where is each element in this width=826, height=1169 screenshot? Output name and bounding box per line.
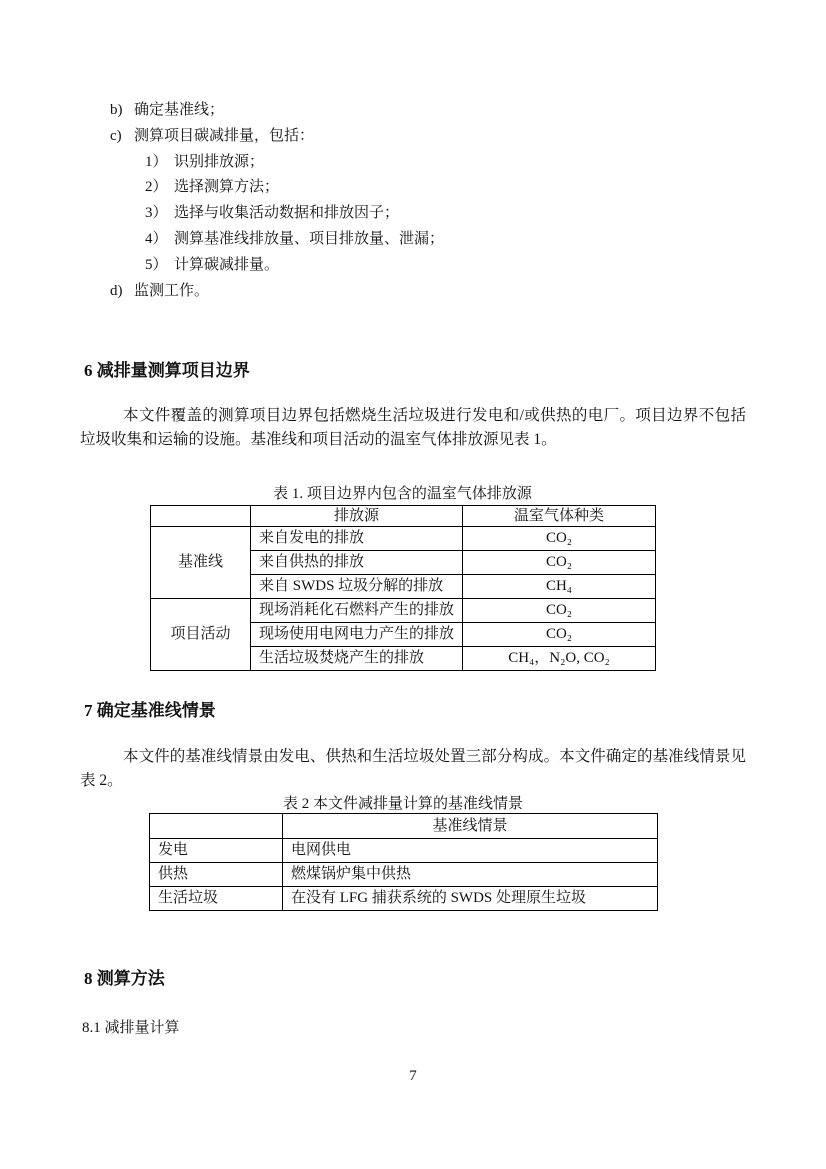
table-1-caption: 表 1. 项目边界内包含的温室气体排放源 — [273, 486, 532, 502]
table-row — [150, 863, 658, 887]
list-item-label: 5） — [145, 256, 168, 273]
list-item-text: 选择测算方法； — [174, 179, 280, 196]
gas-type-cell: CH₄，N₂O, CO₂ — [463, 647, 656, 671]
list-item — [110, 98, 444, 124]
list-item-text: 计算碳减排量。 — [174, 256, 280, 273]
table-row — [151, 599, 656, 623]
gas-type-cell: CH₄ — [463, 575, 656, 599]
table-2-header-cell: 基准线情景 — [283, 814, 658, 839]
list-item — [145, 227, 444, 253]
baseline-scenario-cell: 燃煤锅炉集中供热 — [283, 863, 658, 887]
section-7-heading: 7 确定基准线情景 — [84, 701, 216, 720]
emission-source-cell: 现场消耗化石燃料产生的排放 — [251, 599, 463, 623]
row-group-label: 基准线 — [151, 527, 251, 599]
baseline-scenario-cell: 在没有 LFG 捕获系统的 SWDS 处理原生垃圾 — [283, 887, 658, 911]
list-item-text: 测算项目碳减排量，包括： — [134, 127, 315, 144]
table-1-header-cell — [151, 506, 251, 527]
table-2-caption: 表 2 本文件减排量计算的基准线情景 — [282, 796, 523, 812]
list-item — [110, 124, 444, 150]
table-row — [151, 527, 656, 551]
page-number: 7 — [409, 1068, 417, 1084]
section-6-paragraph: 本文件覆盖的测算项目边界包括燃烧生活垃圾进行发电和/或供热的电厂。项目边界不包括垃圾收集和运输的设施。基准线和项目活动的温室气体排放源见表 1。 — [80, 407, 746, 448]
table-1 — [150, 505, 656, 671]
list-item — [145, 150, 444, 176]
baseline-item-cell: 生活垃圾 — [150, 887, 283, 911]
list-item — [145, 201, 444, 227]
table-1-header-cell: 温室气体种类 — [463, 506, 656, 527]
gas-type-cell: CO₂ — [463, 551, 656, 575]
emission-source-cell: 来自 SWDS 垃圾分解的排放 — [251, 575, 463, 599]
gas-type-cell: CO₂ — [463, 623, 656, 647]
table-1-header-cell: 排放源 — [251, 506, 463, 527]
list-item-label: d) — [110, 282, 123, 299]
list-item-text: 监测工作。 — [134, 282, 210, 299]
table-2-header-cell — [150, 814, 283, 839]
table-2-header-row — [150, 814, 658, 839]
list-item-text: 识别排放源； — [174, 153, 265, 170]
list-item-text: 测算基准线排放量、项目排放量、泄漏； — [174, 230, 445, 247]
emission-source-cell: 现场使用电网电力产生的排放 — [251, 623, 463, 647]
list-item — [145, 175, 444, 201]
list-item-text: 选择与收集活动数据和排放因子； — [174, 205, 400, 222]
table-1-header-row — [151, 506, 656, 527]
section-6-heading: 6 减排量测算项目边界 — [84, 361, 250, 380]
gas-type-cell: CO₂ — [463, 599, 656, 623]
baseline-item-cell: 发电 — [150, 839, 283, 863]
emission-source-cell: 生活垃圾焚烧产生的排放 — [251, 647, 463, 671]
procedure-list — [110, 98, 444, 304]
table-row — [150, 887, 658, 911]
list-item-label: 4） — [145, 230, 168, 247]
gas-type-cell: CO₂ — [463, 527, 656, 551]
section-8-1-subheading: 8.1 减排量计算 — [82, 1020, 180, 1036]
table-row — [150, 839, 658, 863]
emission-source-cell: 来自供热的排放 — [251, 551, 463, 575]
list-item-label: 1） — [145, 153, 168, 170]
row-group-label: 项目活动 — [151, 599, 251, 671]
list-item — [110, 279, 444, 305]
table-2 — [149, 813, 658, 911]
list-item-label: b) — [110, 102, 123, 118]
section-7-paragraph: 本文件的基准线情景由发电、供热和生活垃圾处置三部分构成。本文件确定的基准线情景见表 2。 — [80, 748, 746, 789]
list-item — [145, 253, 444, 279]
list-item-label: 2） — [145, 179, 168, 196]
list-item-label: 3） — [145, 205, 168, 222]
list-item-text: 确定基准线； — [134, 102, 225, 118]
baseline-scenario-cell: 电网供电 — [283, 839, 658, 863]
section-8-heading: 8 测算方法 — [84, 969, 165, 988]
baseline-item-cell: 供热 — [150, 863, 283, 887]
list-item-label: c) — [110, 127, 122, 144]
emission-source-cell: 来自发电的排放 — [251, 527, 463, 551]
